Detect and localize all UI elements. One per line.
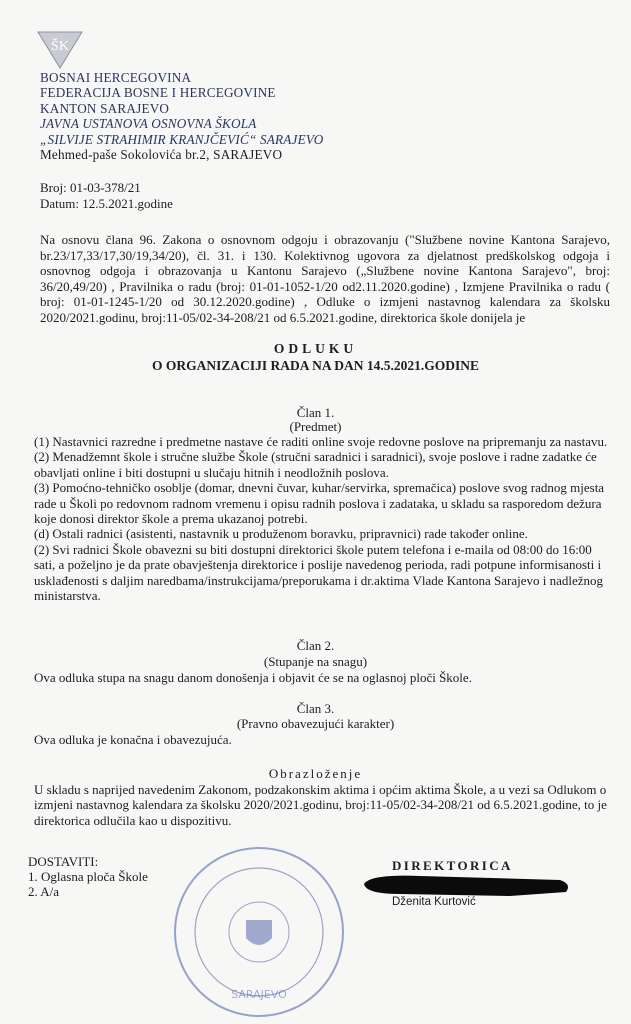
signatory-title: DIREKTORICA	[392, 858, 513, 873]
article-1-item: (d) Ostali radnici (asistenti, nastavnik u produženom boravku, pripravnici) rade također online.	[34, 526, 528, 542]
reference-date: Datum: 12.5.2021.godine	[40, 196, 173, 211]
article-1-body	[34, 434, 610, 603]
article-1-heading: Član 1.	[296, 405, 335, 420]
rationale-body	[34, 782, 610, 828]
article-3-heading: Član 3.	[296, 701, 335, 716]
document-title: ODLUKU	[273, 341, 358, 356]
delivery-item: 2. A/a	[28, 884, 60, 899]
article-3-text: Ova odluka je konačna i obavezujuća.	[34, 732, 232, 747]
letterhead-line: FEDERACIJA BOSNE I HERCEGOVINE	[40, 85, 276, 101]
article-1-item: (2) Svi radnici Škole obavezni su biti dostupni direktorici škole putem telefona i e-maila od 08:00 do 16:00 sati, a poželjno je da prate obavještenja direktorice i poslije navedenog perioda, radi potpune informisanosti i usklađenosti s daljim naredbama/instrukcijama/preporukama i dr.aktima Vlade Kantona Sarajevo i nadležnog ministarstva.	[34, 541, 604, 604]
article-2-heading: Član 2.	[296, 638, 335, 653]
delivery-heading: DOSTAVITI:	[28, 854, 99, 869]
delivery-list	[28, 854, 148, 899]
article-2-subtitle: (Stupanje na snagu)	[263, 654, 368, 669]
logo-text: ŠK	[51, 39, 69, 54]
delivery-item: 1. Oglasna ploča Škole	[28, 869, 148, 884]
article-1-item: (3) Pomoćno-tehničko osoblje (domar, dnevni čuvar, kuhar/servirka, spremačica) poslove svog radnog mjesta rade u Školi po redovnom radnom vremenu i opisu radnih poslova i zadataka, u skladu sa rasporedom dežura koje donosi direktor škole a prema ukazanoj potrebi.	[34, 480, 605, 527]
article-3-body	[34, 732, 610, 747]
letterhead-line: JAVNA USTANOVA OSNOVNA ŠKOLA	[40, 116, 257, 132]
article-3-subtitle: (Pravno obavezujući karakter)	[236, 716, 395, 731]
letterhead	[40, 70, 323, 162]
article-2-body	[34, 670, 610, 685]
letterhead-line: „SILVIJE STRAHIMIR KRANJČEVIĆ“ SARAJEVO	[40, 131, 324, 147]
article-1-item: (1) Nastavnici razredne i predmetne nastave će raditi online svoje redovne poslove na pripremanju za nastavu.	[34, 434, 608, 449]
document-subtitle: O ORGANIZACIJI RADA NA DAN 14.5.2021.GODINE	[151, 358, 480, 373]
official-stamp-icon	[164, 842, 354, 1022]
rationale-text: U skladu s naprijed navedenim Zakonom, podzakonskim aktima i općim aktima Škole, a u vezi sa Odlukom o izmjeni nastavnog kalendara za školsku 2020/2021.godinu, broj:11-05/02-34-208/21 od 6.5.2021.godine, to je direktorica odlučila kao u dispozitivu.	[34, 782, 607, 828]
school-address: Mehmed-paše Sokolovića br.2, SARAJEVO	[40, 147, 283, 163]
article-1-subtitle: (Predmet)	[289, 419, 342, 434]
reference-block	[40, 180, 173, 212]
article-1-item: (2) Menadžemnt škole i stručne službe Škole (stručni saradnici i saradnici), svoje poslove i radne zadatke će obavljati online i biti dostupni u slučaju hitnih i neodložnih poslova.	[34, 449, 597, 480]
article-2-text: Ova odluka stupa na snagu danom donošenja i objavit će se na oglasnoj ploči Škole.	[34, 670, 472, 685]
letterhead-line: BOSNAI HERCEGOVINA	[40, 70, 192, 85]
rationale-heading: Obrazloženje	[268, 766, 363, 781]
preamble: Na osnovu člana 96. Zakona o osnovnom odgoju i obrazovanju ("Službene novine Kantona Sarajevo, br.23/17,33/17,30/19,34/20), čl. 31. i 130. Kolektivnog ugovora za djelatnost predškolskog odgoja i osnovnog odgoja i obrazovanja u Kantonu Sarajevo („Službene novine Kantona Sarajevo", broj: 36/20,49/20) , Pravilnika o radu (broj: 01-01-1052-1/20 od2.11.2020.godine) , Izmjene Pravilnika o radu ( broj: 01-01-1245-1/20 od 30.12.2020.godine) , Odluke o izmjeni nastavnog kalendara za školsku 2020/2021.godinu, broj:11-05/02-34-208/21 od 6.5.2021.godine, direktorica škole donijela je	[40, 232, 610, 325]
letterhead-line: KANTON SARAJEVO	[40, 100, 170, 116]
reference-number: Broj: 01-03-378/21	[40, 180, 141, 195]
signatory-name: Dženita Kurtović	[392, 896, 476, 908]
stamp-text: SARAJEVO	[231, 988, 287, 1001]
school-logo-icon	[32, 28, 88, 72]
